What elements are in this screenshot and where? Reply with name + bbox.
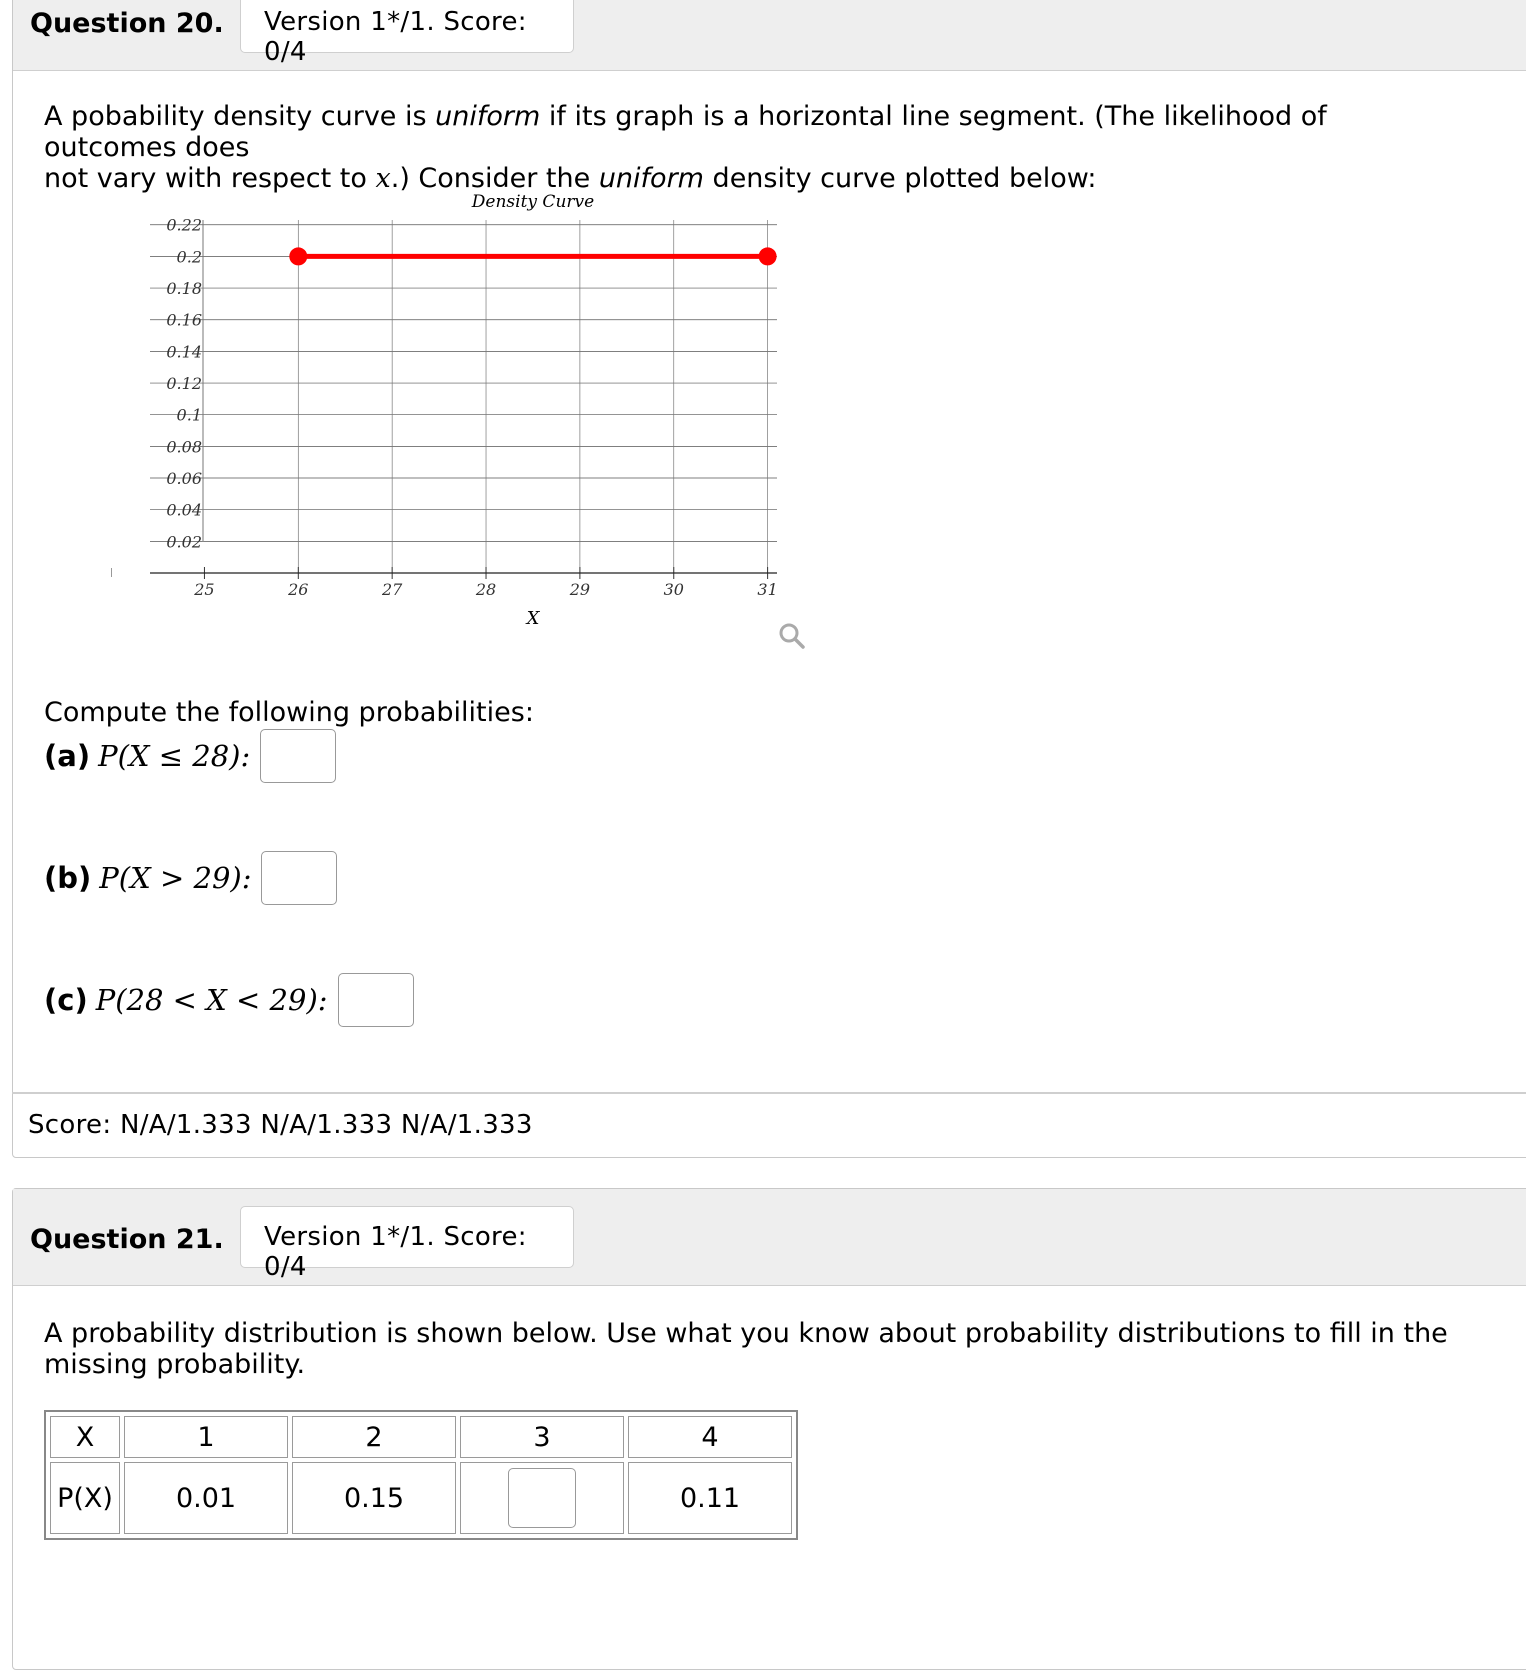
version-score-label: Version 1*/1. Score: 0/4	[264, 7, 527, 67]
table-cell: P(X)	[50, 1462, 120, 1534]
y-tick-label: 0.12	[166, 374, 202, 394]
version-score-tab[interactable]	[240, 0, 574, 67]
x-tick-label: 26	[288, 580, 309, 599]
part-b-label: (b)	[44, 861, 92, 895]
y-tick-label: 0.2	[176, 247, 202, 267]
part-a-expression: P(X ≤ 28):	[98, 739, 251, 773]
y-tick-label: 0.1	[176, 405, 202, 425]
x-axis-label: X	[526, 608, 540, 629]
density-curve-chart	[140, 190, 840, 630]
table-header-cell: 4	[628, 1416, 792, 1458]
table-row-x	[50, 1416, 792, 1458]
table-row-px	[50, 1462, 792, 1534]
probability-table	[44, 1410, 798, 1540]
y-tick-label: 0.02	[166, 532, 202, 552]
part-c-answer-input[interactable]	[338, 973, 414, 1027]
endpoint-marker	[289, 247, 307, 265]
part-b-expression: P(X > 29):	[99, 861, 252, 895]
part-c-row	[44, 973, 414, 1027]
x-tick-label: 27	[381, 580, 403, 599]
part-a-label: (a)	[44, 739, 91, 773]
table-header-cell: X	[50, 1416, 120, 1458]
version-score-label: Version 1*/1. Score: 0/4	[264, 1222, 527, 1282]
table-cell: 0.11	[628, 1462, 792, 1534]
x-tick-label: 25	[194, 580, 215, 599]
y-tick-label: 0.06	[166, 469, 202, 489]
magnifier-icon[interactable]	[778, 622, 806, 650]
table-cell: 0.01	[124, 1462, 288, 1534]
endpoint-marker	[759, 247, 777, 265]
question-21-header	[13, 1189, 1526, 1286]
y-tick-label: 0.18	[166, 279, 202, 299]
question-20-text: A pobability density curve is uniform if its graph is a horizontal line segment. (The likelihood of outcomes does not vary with respect to x.) Consider the uniform density curve plotted below:	[44, 101, 1327, 194]
question-number: Question 20.	[30, 8, 224, 39]
table-header-cell: 3	[460, 1416, 624, 1458]
compute-heading: Compute the following probabilities:	[44, 697, 534, 728]
x-tick-label: 31	[757, 580, 778, 599]
x-tick-label: 29	[569, 580, 591, 599]
part-a-answer-input[interactable]	[260, 729, 336, 783]
left-marker	[111, 568, 112, 577]
part-c-label: (c)	[44, 983, 88, 1017]
x-tick-label: 30	[663, 580, 684, 599]
chart-title: Density Curve	[471, 192, 595, 212]
missing-probability-cell	[460, 1462, 624, 1534]
question-21-text: A probability distribution is shown below. Use what you know about probability distributions to fill in the missing probability.	[44, 1318, 1448, 1380]
table-header-cell: 1	[124, 1416, 288, 1458]
part-c-expression: P(28 < X < 29):	[95, 983, 328, 1017]
missing-probability-input[interactable]	[508, 1468, 576, 1528]
question-number: Question 21.	[30, 1224, 224, 1255]
question-20-score: Score: N/A/1.333 N/A/1.333 N/A/1.333	[28, 1110, 533, 1140]
question-20-header	[13, 0, 1526, 71]
y-tick-label: 0.16	[166, 310, 202, 330]
version-score-tab[interactable]	[240, 1206, 574, 1282]
part-a-row	[44, 729, 336, 783]
y-tick-label: 0.14	[166, 342, 202, 362]
table-cell: 0.15	[292, 1462, 456, 1534]
part-b-answer-input[interactable]	[261, 851, 337, 905]
y-tick-label: 0.22	[166, 215, 202, 235]
x-tick-label: 28	[475, 580, 497, 599]
y-tick-label: 0.04	[166, 500, 202, 520]
table-header-cell: 2	[292, 1416, 456, 1458]
part-b-row	[44, 851, 337, 905]
score-divider	[12, 1092, 1526, 1094]
y-tick-label: 0.08	[166, 437, 202, 457]
